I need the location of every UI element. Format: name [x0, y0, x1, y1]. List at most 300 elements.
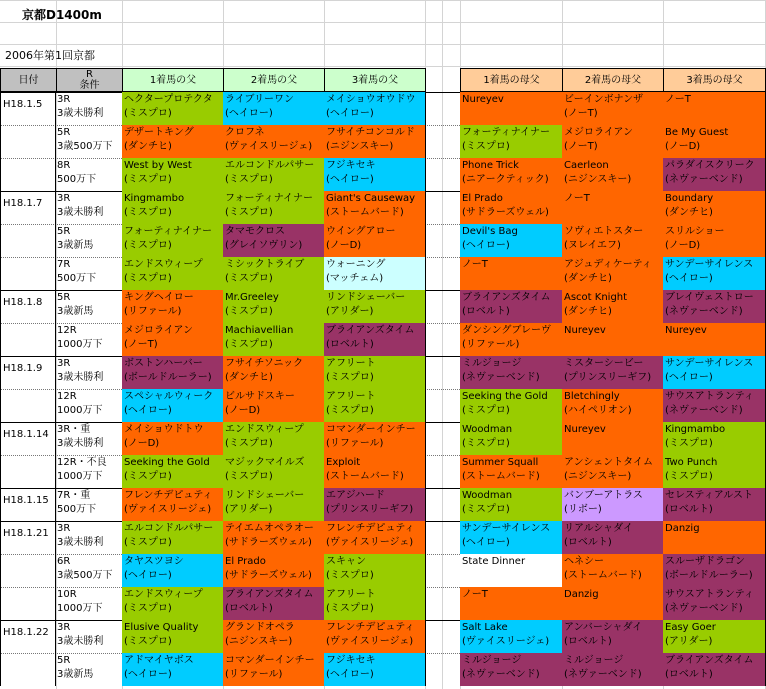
- bms-cell-3[interactable]: [663, 125, 766, 158]
- sire-line: (ロベルト): [326, 339, 374, 350]
- sire-cell-1[interactable]: [122, 488, 224, 521]
- sire-cell-1[interactable]: [122, 224, 224, 257]
- bms-name: スルーザドラゴン: [665, 556, 745, 567]
- sire-line: (アリダー): [326, 306, 374, 317]
- grid-row-line: [0, 66, 766, 67]
- sire-cell-2[interactable]: [223, 554, 325, 587]
- bms-name: Woodman: [462, 490, 513, 501]
- header-bms-2: 2着馬の母父: [562, 68, 664, 92]
- bms-name: Boundary: [665, 193, 714, 204]
- race-condition-cell[interactable]: [56, 290, 123, 323]
- race-number: 7R・重: [57, 490, 91, 501]
- bms-name: Nureyev: [564, 325, 606, 336]
- bms-cell-1[interactable]: [460, 653, 563, 686]
- sire-cell-1[interactable]: [122, 389, 224, 422]
- bms-name: サンデーサイレンス: [462, 523, 551, 534]
- bms-cell-2[interactable]: [562, 290, 664, 323]
- race-number: 12R: [57, 325, 77, 336]
- bms-name: サンデーサイレンス: [665, 259, 754, 270]
- sire-cell-2[interactable]: [223, 125, 325, 158]
- bms-line: (アリダー): [665, 636, 713, 647]
- race-condition-cell[interactable]: [56, 488, 123, 521]
- date-cell[interactable]: H18.1.15: [0, 488, 56, 521]
- bms-cell-2[interactable]: [562, 125, 664, 158]
- sire-name: メイショウドトウ: [124, 424, 204, 435]
- date-cell[interactable]: [0, 224, 56, 257]
- sire-line: (ストームバード): [326, 471, 404, 482]
- sire-cell-1[interactable]: [122, 653, 224, 686]
- bms-line: (ネヴァーベンド): [665, 174, 743, 185]
- bms-line: (ヘイロー): [462, 240, 510, 251]
- sire-line: (ミスプロ): [225, 339, 273, 350]
- bms-cell-1[interactable]: [460, 521, 563, 554]
- bms-name: Seeking the Gold: [462, 391, 548, 402]
- date-cell[interactable]: [0, 587, 56, 620]
- sire-name: ブライアンズタイム: [225, 589, 314, 600]
- sire-cell-2[interactable]: [223, 521, 325, 554]
- race-class: 3歳未勝利: [57, 372, 104, 383]
- sire-name: フサイチコンコルド: [326, 127, 415, 138]
- sire-line: (マッチェム): [326, 273, 384, 284]
- bms-cell-3[interactable]: [663, 455, 766, 488]
- sire-line: (サドラーズウェル): [225, 537, 312, 548]
- bms-name: Salt Lake: [462, 622, 508, 633]
- table-row: [0, 92, 766, 125]
- sire-line: (ヘイロー): [326, 108, 374, 119]
- bms-cell-1[interactable]: [460, 323, 563, 356]
- sire-cell-1[interactable]: [122, 455, 224, 488]
- sire-name: スペシャルウィーク: [124, 391, 214, 402]
- sire-cell-3[interactable]: [324, 125, 426, 158]
- sire-name: フォーティナイナー: [124, 226, 212, 237]
- sire-cell-1[interactable]: [122, 257, 224, 290]
- bms-cell-1[interactable]: [460, 389, 563, 422]
- bms-cell-3[interactable]: [663, 356, 766, 389]
- bms-name: Caerleon: [564, 160, 609, 171]
- bms-line: (ロベルト): [665, 669, 713, 680]
- sire-line: (ヘイロー): [326, 174, 374, 185]
- bms-cell-3[interactable]: [663, 257, 766, 290]
- sire-cell-2[interactable]: [223, 92, 325, 125]
- sire-cell-3[interactable]: [324, 356, 426, 389]
- sire-cell-1[interactable]: [122, 191, 224, 224]
- bms-cell-1[interactable]: [460, 422, 563, 455]
- sire-cell-1[interactable]: [122, 323, 224, 356]
- sire-line: (ノーD): [326, 240, 362, 251]
- race-condition-cell[interactable]: [56, 92, 123, 125]
- date-cell[interactable]: H18.1.21: [0, 521, 56, 554]
- race-condition-cell[interactable]: [56, 323, 123, 356]
- sire-name: マジックマイルズ: [225, 457, 305, 468]
- sire-name: エルコンドルパサー: [124, 523, 214, 534]
- header-bms-3: 3着馬の母父: [663, 68, 766, 92]
- sire-cell-3[interactable]: [324, 257, 426, 290]
- race-condition-cell[interactable]: [56, 389, 123, 422]
- sire-cell-1[interactable]: [122, 620, 224, 653]
- race-number: 3R: [57, 358, 71, 369]
- bms-line: (ノーD): [665, 240, 701, 251]
- sire-cell-1[interactable]: [122, 521, 224, 554]
- sire-cell-2[interactable]: [223, 257, 325, 290]
- bms-cell-1[interactable]: [460, 587, 563, 620]
- sheet-title: 京都D1400m: [22, 8, 102, 22]
- race-class: 3歳新馬: [57, 306, 94, 317]
- table-row: [0, 653, 766, 686]
- race-condition-cell[interactable]: [56, 422, 123, 455]
- sire-cell-3[interactable]: [324, 554, 426, 587]
- bms-name: State Dinner: [462, 556, 526, 567]
- bms-line: (プリンスリーギフ): [564, 372, 652, 383]
- sire-name: コマンダーインチー: [326, 424, 416, 435]
- bms-cell-1[interactable]: [460, 488, 563, 521]
- sire-name: エルコンドルパサー: [225, 160, 315, 171]
- sire-name: タヤスツヨシ: [124, 556, 184, 567]
- sire-line: (ボールドルーラー): [124, 372, 212, 383]
- header-race: R 条件: [56, 68, 123, 92]
- bms-line: (ロベルト): [665, 504, 713, 515]
- sire-cell-2[interactable]: [223, 422, 325, 455]
- sire-line: (ミスプロ): [225, 207, 273, 218]
- grid-row-line: [0, 44, 766, 45]
- bms-cell-1[interactable]: [460, 455, 563, 488]
- race-class: 3歳未勝利: [57, 108, 104, 119]
- bms-line: (ニジンスキー): [564, 174, 632, 185]
- bms-cell-3[interactable]: [663, 92, 766, 125]
- bms-line: (ネヴァーベンド): [462, 669, 540, 680]
- bms-cell-2[interactable]: [562, 191, 664, 224]
- date-cell[interactable]: H18.1.7: [0, 191, 56, 224]
- bms-cell-2[interactable]: [562, 455, 664, 488]
- bms-cell-2[interactable]: [562, 554, 664, 587]
- bms-cell-3[interactable]: [663, 653, 766, 686]
- race-class: 3歳新馬: [57, 240, 94, 251]
- date-cell[interactable]: [0, 554, 56, 587]
- race-class: 1000万下: [57, 603, 103, 614]
- sire-name: デザートキング: [124, 127, 194, 138]
- date-cell[interactable]: H18.1.9: [0, 356, 56, 389]
- sire-line: (リファール): [326, 438, 384, 449]
- date-cell[interactable]: H18.1.22: [0, 620, 56, 653]
- sire-cell-2[interactable]: [223, 455, 325, 488]
- sire-line: (ミスプロ): [124, 240, 172, 251]
- sire-cell-2[interactable]: [223, 620, 325, 653]
- sire-cell-2[interactable]: [223, 653, 325, 686]
- date-cell[interactable]: [0, 125, 56, 158]
- sire-cell-2[interactable]: [223, 587, 325, 620]
- bms-cell-1[interactable]: [460, 257, 563, 290]
- sire-name: エンドスウィープ: [225, 424, 304, 435]
- header-date: 日付: [0, 68, 57, 92]
- race-class: 3歳未勝利: [57, 537, 104, 548]
- bms-name: ブライアンズタイム: [665, 655, 754, 666]
- sire-cell-3[interactable]: [324, 323, 426, 356]
- sire-line: (ヘイロー): [124, 570, 172, 581]
- sire-name: アフリート: [326, 589, 376, 600]
- sire-name: Machiavellian: [225, 325, 294, 336]
- sire-line: (ヘイロー): [225, 108, 273, 119]
- sire-cell-1[interactable]: [122, 356, 224, 389]
- race-class: 3歳未勝利: [57, 438, 104, 449]
- sire-name: リンドシェーバー: [326, 292, 406, 303]
- race-condition-cell[interactable]: [56, 224, 123, 257]
- bms-name: セレスティアルスト: [665, 490, 753, 501]
- sire-line: (ダンチヒ): [225, 372, 273, 383]
- bms-line: (ネヴァーベンド): [564, 669, 642, 680]
- sire-cell-1[interactable]: [122, 587, 224, 620]
- sire-cell-3[interactable]: [324, 587, 426, 620]
- bms-cell-3[interactable]: [663, 587, 766, 620]
- bms-name: ブライアンズタイム: [462, 292, 551, 303]
- race-condition-cell[interactable]: [56, 653, 123, 686]
- sire-cell-3[interactable]: [324, 224, 426, 257]
- sire-cell-2[interactable]: [223, 389, 325, 422]
- bms-cell-2[interactable]: [562, 389, 664, 422]
- race-condition-cell[interactable]: [56, 521, 123, 554]
- race-number: 8R: [57, 160, 71, 171]
- sire-line: (ミスプロ): [124, 471, 172, 482]
- date-cell[interactable]: H18.1.5: [0, 92, 56, 125]
- bms-cell-3[interactable]: [663, 224, 766, 257]
- sire-cell-3[interactable]: [324, 389, 426, 422]
- sire-name: Seeking the Gold: [124, 457, 210, 468]
- sire-line: (ミスプロ): [326, 405, 374, 416]
- date-cell[interactable]: [0, 455, 56, 488]
- sire-cell-1[interactable]: [122, 554, 224, 587]
- sire-cell-3[interactable]: [324, 455, 426, 488]
- race-number: 10R: [57, 589, 77, 600]
- table-row: [0, 191, 766, 224]
- sire-line: (ミスプロ): [124, 636, 172, 647]
- bms-cell-1[interactable]: [460, 92, 563, 125]
- bms-cell-3[interactable]: [663, 521, 766, 554]
- sire-cell-1[interactable]: [122, 92, 224, 125]
- bms-line: (ヘイロー): [665, 273, 713, 284]
- bms-line: (ミスプロ): [462, 504, 510, 515]
- race-condition-cell[interactable]: [56, 620, 123, 653]
- sire-line: (ダンチヒ): [124, 141, 172, 152]
- race-condition-cell[interactable]: [56, 554, 123, 587]
- bms-line: (ロベルト): [564, 537, 612, 548]
- bms-line: (ミスプロ): [462, 438, 510, 449]
- bms-line: (ネヴァーベンド): [665, 405, 743, 416]
- sire-cell-2[interactable]: [223, 191, 325, 224]
- race-condition-cell[interactable]: [56, 587, 123, 620]
- sire-line: (ミスプロ): [225, 174, 273, 185]
- bms-line: (ニアークティック): [462, 174, 549, 185]
- table-row: [0, 290, 766, 323]
- sire-cell-3[interactable]: [324, 488, 426, 521]
- sire-name: ミシックトライブ: [225, 259, 305, 270]
- sire-name: アフリート: [326, 358, 376, 369]
- sire-name: エンドスウィープ: [124, 259, 203, 270]
- bms-cell-2[interactable]: [562, 422, 664, 455]
- header-sire-2: 2着馬の父: [223, 68, 325, 92]
- bms-cell-2[interactable]: [562, 92, 664, 125]
- sire-cell-3[interactable]: [324, 191, 426, 224]
- bms-line: (ロベルト): [564, 636, 612, 647]
- bms-cell-3[interactable]: [663, 422, 766, 455]
- bms-cell-1[interactable]: [460, 554, 563, 587]
- table-row: [0, 389, 766, 422]
- table-row: [0, 422, 766, 455]
- sire-name: ビルサドスキー: [225, 391, 295, 402]
- bms-line: (サドラーズウェル): [462, 207, 549, 218]
- bms-line: (ノーT): [564, 141, 598, 152]
- date-cell[interactable]: H18.1.8: [0, 290, 56, 323]
- bms-name: ヘネシー: [564, 556, 604, 567]
- bms-name: ミスターシービー: [564, 358, 644, 369]
- bms-cell-3[interactable]: [663, 620, 766, 653]
- table-row: [0, 587, 766, 620]
- sire-line: (ミスプロ): [124, 174, 172, 185]
- bms-cell-2[interactable]: [562, 257, 664, 290]
- bms-cell-2[interactable]: [562, 653, 664, 686]
- bms-name: アジュディケーティ: [564, 259, 652, 270]
- sire-name: メイショウオウドウ: [326, 94, 416, 105]
- bms-cell-2[interactable]: [562, 620, 664, 653]
- sire-cell-3[interactable]: [324, 422, 426, 455]
- bms-line: (ヘイロー): [462, 537, 510, 548]
- bms-name: Danzig: [564, 589, 599, 600]
- bms-line: (ヘイロー): [665, 372, 713, 383]
- bms-line: (ダンチヒ): [665, 207, 713, 218]
- race-class: 3歳500万下: [57, 570, 113, 581]
- bms-cell-3[interactable]: [663, 191, 766, 224]
- grid-row-line: [0, 0, 766, 1]
- bms-name: フォーティナイナー: [462, 127, 550, 138]
- header-bms-1: 1着馬の母父: [460, 68, 563, 92]
- sire-cell-2[interactable]: [223, 323, 325, 356]
- sire-cell-2[interactable]: [223, 290, 325, 323]
- sire-cell-1[interactable]: [122, 125, 224, 158]
- sire-name: West by West: [124, 160, 192, 171]
- bms-cell-2[interactable]: [562, 224, 664, 257]
- bms-line: (ストームバード): [564, 570, 642, 581]
- bms-cell-1[interactable]: [460, 125, 563, 158]
- sire-name: キングヘイロー: [124, 292, 194, 303]
- bms-name: Ascot Knight: [564, 292, 628, 303]
- table-row: [0, 158, 766, 191]
- race-condition-cell[interactable]: [56, 191, 123, 224]
- bms-name: Woodman: [462, 424, 513, 435]
- bms-name: ミルジョージ: [462, 358, 522, 369]
- bms-cell-3[interactable]: [663, 488, 766, 521]
- sire-name: クロフネ: [225, 127, 265, 138]
- bms-line: (ダンチヒ): [564, 273, 612, 284]
- sire-line: (ヴァイスリージェ): [326, 636, 414, 647]
- bms-cell-1[interactable]: [460, 290, 563, 323]
- bms-line: (ストームバード): [462, 471, 540, 482]
- sire-cell-3[interactable]: [324, 158, 426, 191]
- bms-cell-1[interactable]: [460, 620, 563, 653]
- sire-line: (ミスプロ): [225, 273, 273, 284]
- date-cell[interactable]: [0, 323, 56, 356]
- bms-line: (リファール): [462, 339, 520, 350]
- race-condition-cell[interactable]: [56, 257, 123, 290]
- sire-name: ボストンハーバー: [124, 358, 203, 369]
- bms-cell-1[interactable]: [460, 356, 563, 389]
- bms-cell-2[interactable]: [562, 488, 664, 521]
- bms-cell-2[interactable]: [562, 587, 664, 620]
- sire-cell-3[interactable]: [324, 620, 426, 653]
- bms-name: アンバーシャダイ: [564, 622, 643, 633]
- bms-name: Nureyev: [564, 424, 606, 435]
- sire-line: (アリダー): [225, 504, 273, 515]
- bms-cell-1[interactable]: [460, 224, 563, 257]
- bms-line: (ノーD): [665, 141, 701, 152]
- sire-name: タマモクロス: [225, 226, 285, 237]
- bms-cell-2[interactable]: [562, 323, 664, 356]
- table-row: [0, 323, 766, 356]
- race-condition-cell[interactable]: [56, 158, 123, 191]
- bms-cell-3[interactable]: [663, 554, 766, 587]
- bms-cell-1[interactable]: [460, 158, 563, 191]
- sire-cell-1[interactable]: [122, 158, 224, 191]
- bms-cell-3[interactable]: [663, 158, 766, 191]
- sire-cell-3[interactable]: [324, 653, 426, 686]
- bms-name: Summer Squall: [462, 457, 539, 468]
- sire-name: ウォーニング: [326, 259, 386, 270]
- bms-name: バンブーアトラス: [564, 490, 643, 501]
- bms-name: Nureyev: [665, 325, 707, 336]
- bms-cell-2[interactable]: [562, 356, 664, 389]
- date-cell[interactable]: [0, 653, 56, 686]
- bms-line: (ネヴァーベンド): [462, 372, 540, 383]
- bms-cell-2[interactable]: [562, 158, 664, 191]
- bms-cell-3[interactable]: [663, 290, 766, 323]
- sire-cell-2[interactable]: [223, 488, 325, 521]
- bms-name: ダンシングブレーヴ: [462, 325, 551, 336]
- bms-cell-3[interactable]: [663, 323, 766, 356]
- sire-cell-1[interactable]: [122, 290, 224, 323]
- race-condition-cell[interactable]: [56, 356, 123, 389]
- bms-line: (ダンチヒ): [564, 306, 612, 317]
- sire-cell-3[interactable]: [324, 290, 426, 323]
- bms-name: メジロライアン: [564, 127, 633, 138]
- sire-name: El Prado: [225, 556, 266, 567]
- sire-line: (ミスプロ): [124, 537, 172, 548]
- date-cell[interactable]: [0, 158, 56, 191]
- date-cell[interactable]: H18.1.14: [0, 422, 56, 455]
- header-sire-1: 1着馬の父: [122, 68, 224, 92]
- race-condition-cell[interactable]: [56, 455, 123, 488]
- race-number: 3R・重: [57, 424, 91, 435]
- sire-cell-2[interactable]: [223, 356, 325, 389]
- sire-line: (ミスプロ): [124, 108, 172, 119]
- bms-cell-2[interactable]: [562, 521, 664, 554]
- sire-cell-1[interactable]: [122, 422, 224, 455]
- sire-name: Mr.Greeley: [225, 292, 279, 303]
- bms-name: サンデーサイレンス: [665, 358, 754, 369]
- date-cell[interactable]: [0, 389, 56, 422]
- bms-name: ノーT: [564, 193, 590, 204]
- bms-line: (ニジンスキー): [564, 471, 632, 482]
- bms-name: ミルジョージ: [564, 655, 624, 666]
- bms-cell-1[interactable]: [460, 191, 563, 224]
- race-class: 500万下: [57, 174, 97, 185]
- bms-cell-3[interactable]: [663, 389, 766, 422]
- sire-cell-3[interactable]: [324, 92, 426, 125]
- race-condition-cell[interactable]: [56, 125, 123, 158]
- sire-cell-2[interactable]: [223, 224, 325, 257]
- table-row: [0, 257, 766, 290]
- bms-name: ノーT: [462, 259, 488, 270]
- sire-cell-3[interactable]: [324, 521, 426, 554]
- sire-cell-2[interactable]: [223, 158, 325, 191]
- bms-name: Bletchingly: [564, 391, 620, 402]
- date-cell[interactable]: [0, 257, 56, 290]
- bms-line: (ネヴァーベンド): [665, 603, 743, 614]
